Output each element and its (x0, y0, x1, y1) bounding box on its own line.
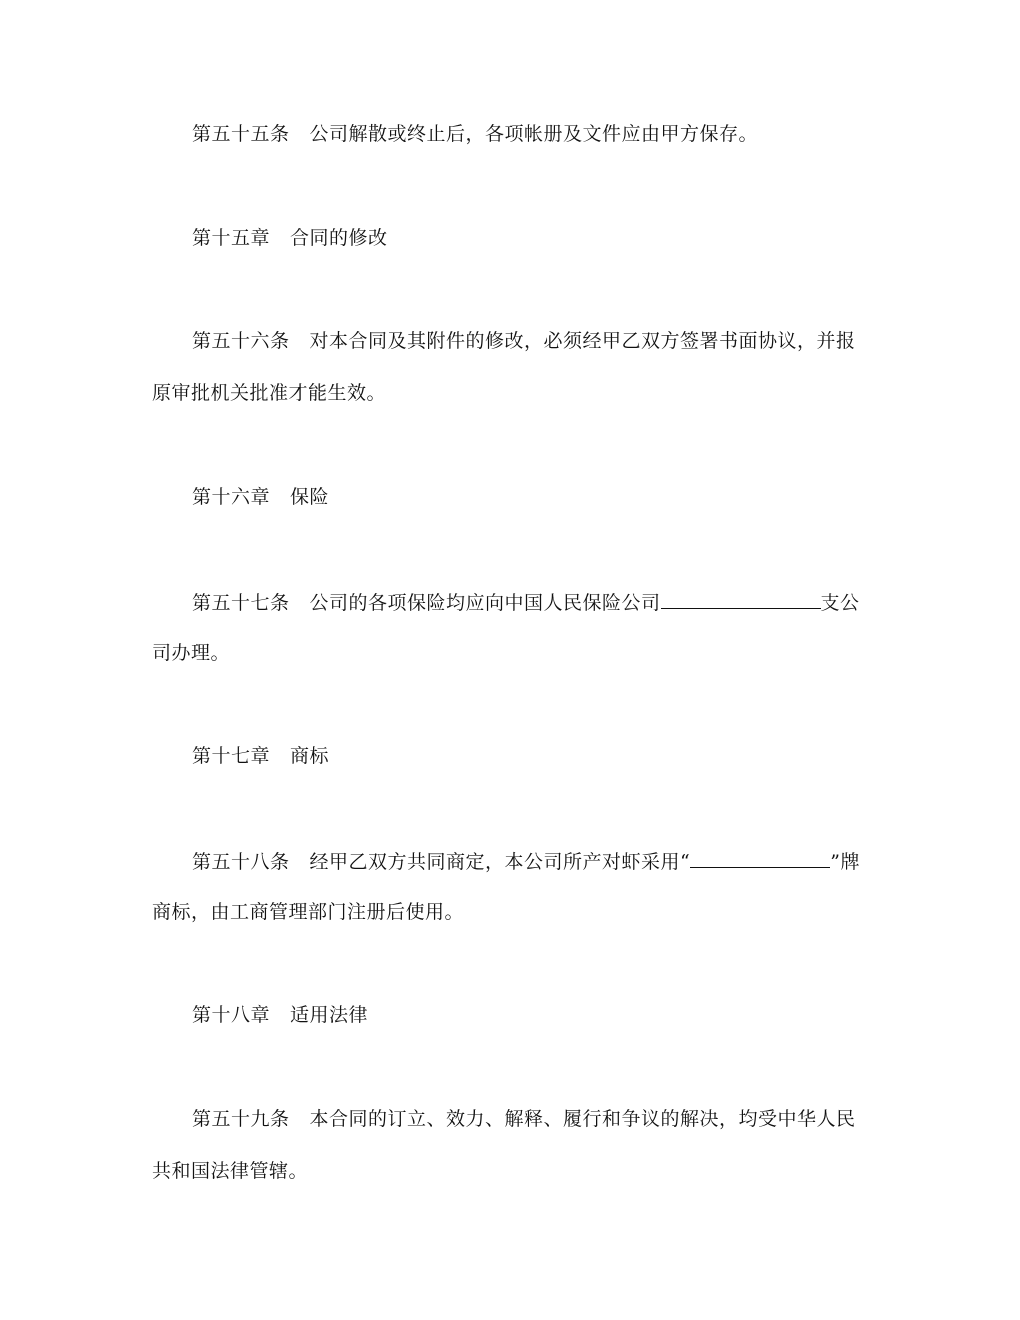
chapter-17-label: 第十七章 (192, 745, 271, 767)
article-59-line-2: 共和国法律管辖。 (152, 1160, 309, 1182)
article-57-line-1 (192, 589, 872, 615)
insurance-branch-blank[interactable] (661, 589, 821, 609)
chapter-16-heading (192, 485, 872, 509)
chapter-16-title: 保险 (290, 486, 330, 508)
chapter-18-label: 第十八章 (192, 1004, 271, 1026)
article-56-line-1 (192, 329, 872, 353)
chapter-15-label: 第十五章 (192, 227, 271, 249)
article-58-line-1 (192, 848, 872, 874)
article-57-text-1: 公司的各项保险均应向中国人民保险公司 (309, 592, 661, 614)
chapter-16-label: 第十六章 (192, 486, 271, 508)
article-57-line-2: 司办理。 (152, 642, 231, 664)
chapter-15-heading (192, 226, 872, 250)
article-58-text-1: 经甲乙双方共同商定，本公司所产对虾采用“ (309, 851, 691, 873)
article-56-text-1: 对本合同及其附件的修改，必须经甲乙双方签署书面协议，并报 (309, 330, 856, 352)
article-58-line-2: 商标，由工商管理部门注册后使用。 (152, 901, 465, 923)
article-59-text-1: 本合同的订立、效力、解释、履行和争议的解决，均受中华人民 (309, 1108, 856, 1130)
chapter-17-title: 商标 (290, 745, 330, 767)
article-59-line-1 (192, 1107, 872, 1131)
article-55 (192, 122, 872, 146)
article-56-line-2: 原审批机关批准才能生效。 (152, 382, 387, 404)
article-56-label: 第五十六条 (192, 330, 290, 352)
article-55-text: 公司解散或终止后，各项帐册及文件应由甲方保存。 (309, 123, 759, 145)
article-57-text-1-end: 支公 (820, 592, 860, 614)
chapter-18-heading (192, 1003, 872, 1027)
chapter-18-title: 适用法律 (290, 1004, 369, 1026)
chapter-15-title: 合同的修改 (290, 227, 388, 249)
article-57-label: 第五十七条 (192, 592, 290, 614)
article-59-label: 第五十九条 (192, 1108, 290, 1130)
brand-name-blank[interactable] (690, 848, 830, 868)
article-58-text-1-end: ”牌 (830, 851, 860, 873)
chapter-17-heading (192, 744, 872, 768)
article-55-label: 第五十五条 (192, 123, 290, 145)
article-58-label: 第五十八条 (192, 851, 290, 873)
